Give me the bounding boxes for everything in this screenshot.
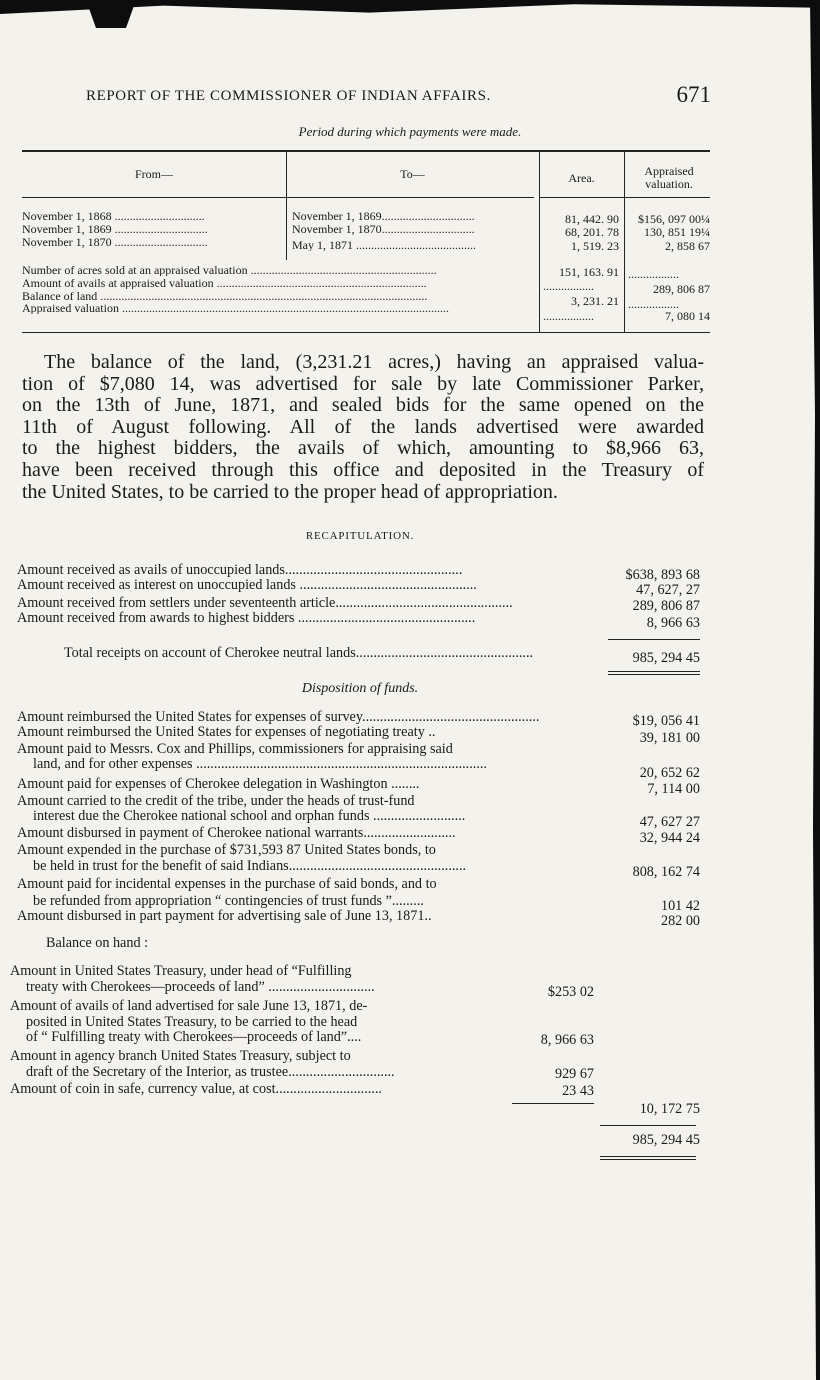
recap-amount: 47, 627, 27 bbox=[636, 582, 700, 598]
body-paragraph bbox=[22, 352, 704, 503]
col-header-to: To— bbox=[400, 167, 425, 181]
balance-on-hand-label: Balance on hand : bbox=[46, 935, 149, 951]
col-header-area: Area. bbox=[568, 171, 595, 185]
disposition-amount: $19, 056 41 bbox=[632, 713, 700, 729]
table-row-value: 2, 858 67 bbox=[665, 239, 710, 253]
table-row-area: 68, 201. 78 bbox=[565, 225, 619, 239]
paragraph-line: The balance of the land, (3,231.21 acres,) having an appraised valua- bbox=[44, 351, 704, 373]
recapitulation-heading: RECAPITULATION. bbox=[305, 530, 415, 542]
col-header-value-line2: valuation. bbox=[645, 177, 693, 191]
disposition-amount: 32, 944 24 bbox=[639, 830, 700, 846]
disposition-amount: 47, 627 27 bbox=[639, 814, 700, 830]
table-top-rule bbox=[22, 150, 710, 152]
disposition-line: Amount paid for expenses of Cherokee delegation in Washington ........ bbox=[17, 777, 420, 792]
paragraph-line: have been received through this office and deposited in the Treasury of bbox=[22, 458, 704, 481]
disposition-line: Amount paid to Messrs. Cox and Phillips, commissioners for appraising said bbox=[17, 741, 453, 757]
page-number: 671 bbox=[676, 82, 711, 107]
recap-total-rule-2 bbox=[608, 674, 700, 675]
disposition-amount: 39, 181 00 bbox=[639, 730, 700, 746]
summary-dots: ................. bbox=[543, 280, 594, 292]
recap-total-label: Total receipts on account of Cherokee neutral lands.................................................. bbox=[64, 646, 534, 661]
balance-line: posited in United States Treasury, to be carried to the head bbox=[26, 1014, 358, 1030]
table-header-rule bbox=[22, 197, 534, 198]
balance-amount: 23 43 bbox=[562, 1083, 594, 1099]
table-row-area: 81, 442. 90 bbox=[565, 212, 619, 226]
summary-dots: ................. bbox=[628, 268, 679, 280]
table-row-from: November 1, 1868 .............................. bbox=[22, 209, 205, 223]
recap-sum-rule bbox=[608, 639, 700, 640]
col-header-from: From— bbox=[134, 167, 173, 181]
balance-line: Amount in United States Treasury, under head of “Fulfilling bbox=[10, 963, 352, 979]
disposition-amount: 7, 114 00 bbox=[647, 781, 700, 797]
balance-amount: 929 67 bbox=[554, 1066, 594, 1082]
recap-row: Amount received as interest on unoccupied lands .................................................. bbox=[17, 578, 477, 593]
balance-line: Amount of avails of land advertised for sale June 13, 1871, de- bbox=[10, 998, 368, 1014]
disposition-amount: 20, 652 62 bbox=[639, 765, 700, 781]
balance-line: draft of the Secretary of the Interior, as trustee.............................. bbox=[26, 1065, 395, 1080]
balance-amount: 8, 966 63 bbox=[540, 1032, 594, 1048]
disposition-line: Amount disbursed in payment of Cherokee national warrants.......................... bbox=[17, 826, 456, 841]
disposition-line: be refunded from appropriation “ contingencies of trust funds ”......... bbox=[33, 894, 424, 909]
disposition-amount: 101 42 bbox=[660, 898, 700, 914]
paragraph-line: the United States, to be carried to the proper head of appropriation. bbox=[22, 480, 558, 503]
running-title: REPORT OF THE COMMISSIONER OF INDIAN AFFAIRS. bbox=[86, 88, 491, 104]
balance-line: of “ Fulfilling treaty with Cherokees—proceeds of land”.... bbox=[26, 1030, 362, 1045]
balance-line: Amount of coin in safe, currency value, at cost.............................. bbox=[10, 1082, 382, 1097]
paragraph-line: to the highest bidders, the avails of which, amounting to $8,966 63, bbox=[22, 437, 704, 460]
recap-amount: 8, 966 63 bbox=[646, 615, 700, 631]
recap-amount: $638, 893 68 bbox=[625, 567, 700, 583]
summary-acres-label: Number of acres sold at an appraised valuation .............................................................. bbox=[22, 264, 437, 276]
summary-valuation-value: 7, 080 14 bbox=[665, 309, 710, 323]
recap-row: Amount received from awards to highest bidders .................................................. bbox=[17, 611, 476, 626]
disposition-line: interest due the Cherokee national school and orphan funds .......................... bbox=[33, 809, 466, 824]
balance-total: 10, 172 75 bbox=[639, 1101, 700, 1117]
balance-sum-rule bbox=[512, 1103, 594, 1104]
summary-balance-value: 3, 231. 21 bbox=[571, 294, 619, 308]
table-row-from: November 1, 1869 ............................... bbox=[22, 223, 208, 235]
disposition-line: Amount paid for incidental expenses in the purchase of said bonds, and to bbox=[17, 876, 437, 892]
summary-acres-value: 151, 163. 91 bbox=[559, 265, 619, 279]
table-row-from: November 1, 1870 ............................... bbox=[22, 236, 208, 248]
summary-dots: ................. bbox=[543, 310, 594, 322]
table-bottom-rule bbox=[22, 332, 710, 333]
table-row-value: $156, 097 00¼ bbox=[638, 212, 710, 226]
disposition-line: be held in trust for the benefit of said Indians.................................................. bbox=[33, 859, 467, 874]
recap-row: Amount received as avails of unoccupied lands.................................................. bbox=[17, 563, 463, 578]
summary-dots: ................. bbox=[628, 298, 679, 310]
summary-valuation-label: Appraised valuation ............................................................................................................. bbox=[22, 302, 449, 314]
paragraph-line: 11th of August following. All of the lands advertised were awarded bbox=[22, 415, 704, 438]
paragraph-line: on the 13th of June, 1871, and sealed bids for the same opened on the bbox=[22, 394, 704, 417]
recap-total-rule-1 bbox=[608, 671, 700, 672]
table-row-area: 1, 519. 23 bbox=[571, 239, 619, 253]
disposition-line: Amount carried to the credit of the tribe, under the heads of trust-fund bbox=[17, 793, 415, 809]
disposition-line: Amount disbursed in part payment for advertising sale of June 13, 1871.. bbox=[17, 909, 432, 924]
grand-total-rule-2 bbox=[600, 1159, 696, 1160]
table-caption: Period during which payments were made. bbox=[298, 124, 522, 139]
table-row-to: May 1, 1871 ........................................ bbox=[292, 239, 476, 251]
table-row-to: November 1, 1869............................... bbox=[292, 210, 475, 222]
table-row-value: 130, 851 19¼ bbox=[644, 225, 710, 239]
recap-total-amount: 985, 294 45 bbox=[632, 650, 700, 666]
summary-avails-label: Amount of avails at appraised valuation ...................................................................... bbox=[22, 277, 427, 289]
paragraph-line: tion of $7,080 14, was advertised for sale by late Commissioner Parker, bbox=[22, 372, 704, 395]
grand-total: 985, 294 45 bbox=[632, 1132, 700, 1148]
balance-line: treaty with Cherokees—proceeds of land” .............................. bbox=[26, 980, 375, 995]
balance-amount: $253 02 bbox=[547, 984, 594, 1000]
disposition-line: Amount reimbursed the United States for expenses of survey.................................................. bbox=[17, 710, 540, 725]
col-header-value-line1: Appraised bbox=[644, 164, 694, 178]
balance-line: Amount in agency branch United States Treasury, subject to bbox=[10, 1048, 351, 1064]
recap-amount: 289, 806 87 bbox=[632, 598, 700, 614]
disposition-heading: Disposition of funds. bbox=[301, 681, 419, 696]
disposition-amount: 808, 162 74 bbox=[632, 864, 700, 880]
disposition-line: land, and for other expenses .................................................................................. bbox=[33, 757, 487, 772]
grand-total-rule-1 bbox=[600, 1156, 696, 1157]
page-edge-tab bbox=[86, 0, 136, 28]
recap-row: Amount received from settlers under seventeenth article.................................................. bbox=[17, 596, 513, 611]
disposition-line: Amount reimbursed the United States for expenses of negotiating treaty .. bbox=[17, 725, 436, 740]
running-head bbox=[86, 82, 711, 112]
disposition-line: Amount expended in the purchase of $731,593 87 United States bonds, to bbox=[17, 842, 436, 858]
summary-balance-label: Balance of land ............................................................................................................. bbox=[22, 290, 428, 302]
table-row-to: November 1, 1870............................... bbox=[292, 223, 475, 235]
disposition-amount: 282 00 bbox=[660, 913, 700, 929]
summary-avails-value: 289, 806 87 bbox=[653, 282, 710, 296]
col-header-value bbox=[624, 165, 714, 191]
grand-total-rule bbox=[600, 1125, 696, 1126]
page-edge-right bbox=[810, 0, 820, 1380]
